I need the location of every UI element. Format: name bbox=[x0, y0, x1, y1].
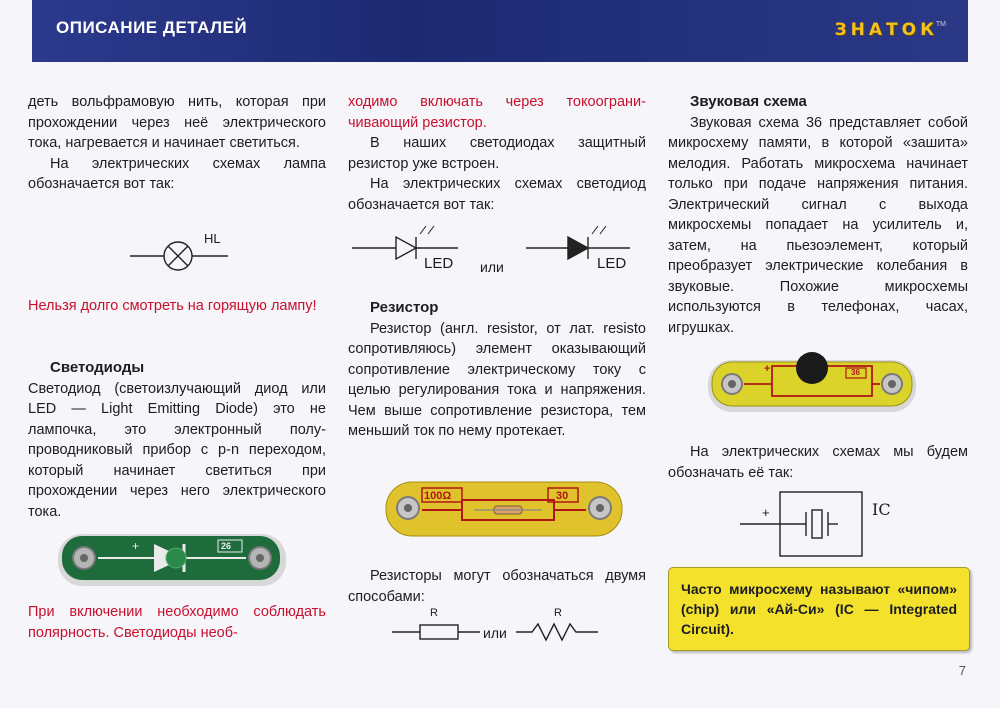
or-word-2: или bbox=[483, 625, 507, 641]
ic-plus-sign: + bbox=[762, 505, 770, 520]
sound-description: Звуковая схема 36 представляет собой микросхему памяти, в которой «зашита» мелодия. Работать микросхема начинает только при подаче напряжения питания. Электрический сигнал с выхода микросхемы попадает на усилитель и, затем, на пьезоэлемент, который преобразует электрические колебания в звуковые. Похожие микросхемы используются в телефонах, часах, игрушках. bbox=[668, 114, 968, 336]
led-module-image bbox=[58, 530, 288, 590]
resistor-symbols-intro bbox=[348, 566, 646, 607]
column-2 bbox=[348, 92, 646, 215]
warning-text: Нельзя долго смотреть на горящую лампу! bbox=[28, 298, 317, 314]
resistor-label-1: R bbox=[430, 607, 438, 619]
ic-label: IC bbox=[872, 500, 891, 519]
led-heading: Светодиоды bbox=[50, 359, 145, 376]
or-word: или bbox=[480, 259, 504, 275]
polarity-note bbox=[28, 602, 326, 643]
resistor-value: 100Ω bbox=[424, 490, 452, 502]
trademark-mark: TM bbox=[935, 21, 946, 28]
resistor-requirement: ходимо включать через токоограничивающий резистор. bbox=[348, 94, 646, 131]
sound-module-image bbox=[708, 352, 918, 418]
symbols-text: Резисторы могут обозначаться двумя способами: bbox=[348, 568, 646, 605]
resistor-part-number: 30 bbox=[556, 490, 569, 502]
resistor-heading: Резистор bbox=[370, 299, 439, 316]
lamp-symbol bbox=[130, 228, 250, 284]
led-symbol-label-2: LED bbox=[597, 255, 627, 272]
led-symbol-intro: На электрических схемах светодиод обозначается вот так: bbox=[348, 176, 646, 213]
led-part-number: 26 bbox=[221, 541, 232, 551]
lamp-label: HL bbox=[204, 231, 221, 246]
resistor-module-image bbox=[386, 480, 626, 540]
sound-plus-sign: + bbox=[764, 363, 771, 375]
lamp-symbol-intro: На электрических схемах лампа обозначается вот так: bbox=[28, 155, 326, 192]
led-section bbox=[28, 358, 326, 522]
column-3 bbox=[668, 92, 968, 338]
sound-part-number: 36 bbox=[851, 368, 860, 377]
sound-heading: Звуковая схема bbox=[690, 93, 807, 110]
resistor-label-2: R bbox=[554, 607, 562, 619]
chip-note-text: Часто микросхему называют «чипом» (chip) или «Ай-Си» (IC — Integrated Circuit). bbox=[681, 581, 957, 637]
lamp-description: деть вольфрамовую нить, которая при прохождении через неё электрического тока, нагревается и начинает светиться. bbox=[28, 94, 326, 151]
lamp-warning bbox=[28, 296, 326, 317]
led-symbol-label: LED bbox=[424, 255, 454, 272]
svg-text:+: + bbox=[132, 539, 140, 553]
led-description: Светодиод (светоизлучающий диод или LED — Light Emitting Diode) это не лампочка, это электронный полупроводниковый прибор с p-n переходом, который начинает светиться при прохождении через него электрического тока. bbox=[28, 380, 326, 520]
column-1 bbox=[28, 92, 326, 195]
ic-symbol-intro bbox=[668, 442, 968, 483]
ic-symbol-text: На электрических схемах мы будем обозначать её так: bbox=[668, 444, 968, 481]
resistor-section bbox=[348, 298, 646, 442]
chip-note-box bbox=[668, 567, 970, 651]
polarity-text: При включении необходимо соблюдать полярность. Светодиоды необ- bbox=[28, 604, 326, 641]
ic-symbol bbox=[740, 490, 870, 560]
brand-logo: ЗНАТОК bbox=[834, 20, 938, 40]
page-header bbox=[32, 0, 968, 62]
section-title: ОПИСАНИЕ ДЕТАЛЕЙ bbox=[56, 18, 248, 37]
built-in-resistor-note: В наших светодиодах защитный резистор уже встроен. bbox=[348, 135, 646, 172]
page-number: 7 bbox=[958, 663, 966, 678]
resistor-description: Резистор (англ. resistor, от лат. resisto сопротивляюсь) элемент оказывающий сопротивление электрическому току с целью регулирования тока и напряжения. Чем выше сопротивление резистора, тем меньший ток по нему протекает. bbox=[348, 320, 646, 439]
